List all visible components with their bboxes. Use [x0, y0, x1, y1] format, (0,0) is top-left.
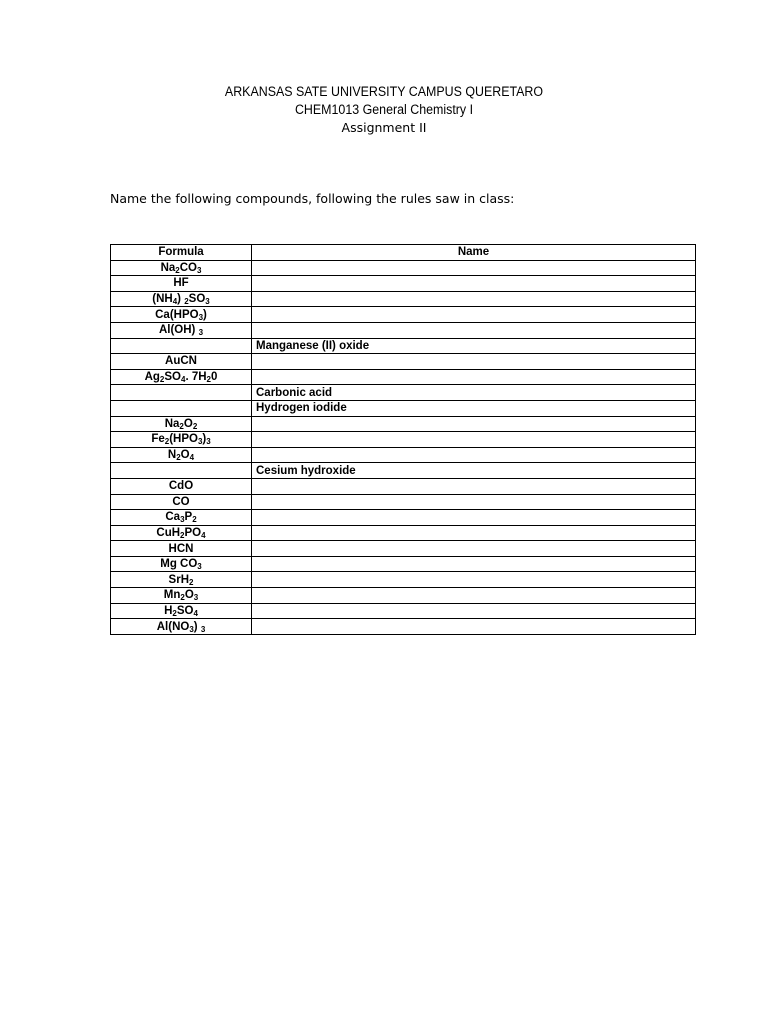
table-row [111, 510, 696, 526]
formula-subscript: 4 [181, 375, 186, 385]
formula-text: Ca [165, 511, 181, 524]
formula-text: CO [172, 495, 190, 508]
formula-subscript: 2 [164, 437, 170, 447]
formula-subscript: 2 [192, 421, 198, 431]
table-row [111, 588, 696, 604]
table-row [111, 541, 696, 557]
formula-subscript: 3 [189, 624, 194, 634]
table-row [111, 619, 696, 635]
formula-text: ) [203, 308, 207, 321]
name-cell[interactable]: Carbonic acid [252, 385, 696, 401]
name-cell[interactable] [252, 603, 696, 619]
formula-text: CdO [168, 480, 194, 493]
formula-text: SO [176, 604, 194, 617]
formula-text: SrH [168, 573, 189, 586]
table-row [111, 494, 696, 510]
table-row [111, 276, 696, 292]
name-cell[interactable] [252, 588, 696, 604]
name-cell[interactable] [252, 525, 696, 541]
formula-subscript: 2 [175, 265, 180, 275]
name-cell[interactable] [252, 478, 696, 494]
formula-text: . 7H [185, 371, 207, 384]
name-cell[interactable]: Cesium hydroxide [252, 463, 696, 479]
formula-text: ) [193, 620, 201, 633]
name-cell[interactable] [252, 276, 696, 292]
formula-subscript: 2 [189, 577, 194, 587]
formula-cell [111, 603, 252, 619]
university-title: ARKANSAS SATE UNIVERSITY CAMPUS QUERETARO [224, 84, 544, 99]
formula-text: Ag [144, 371, 160, 384]
table-row [111, 322, 696, 338]
formula-subscript: 4 [189, 453, 195, 463]
name-cell[interactable] [252, 447, 696, 463]
formula-text: Ca(HPO [155, 308, 199, 321]
table-row [111, 291, 696, 307]
formula-cell [111, 556, 252, 572]
formula-subscript: 3 [197, 437, 203, 447]
name-cell[interactable] [252, 510, 696, 526]
formula-cell [111, 385, 252, 401]
formula-cell [111, 572, 252, 588]
table-row [111, 260, 696, 276]
table-header-row [111, 245, 696, 261]
formula-subscript: 2 [172, 608, 177, 618]
formula-text: CO [179, 261, 197, 274]
formula-text: ) [202, 433, 207, 446]
formula-cell [111, 307, 252, 323]
table-row [111, 463, 696, 479]
formula-text: O [180, 449, 190, 462]
table-row [111, 603, 696, 619]
formula-subscript: 3 [206, 437, 211, 447]
table-row [111, 400, 696, 416]
table-row [111, 307, 696, 323]
table-row [111, 478, 696, 494]
formula-subscript: 3 [205, 297, 210, 307]
formula-subscript: 2 [159, 375, 165, 385]
assignment-title: Assignment II [341, 120, 427, 135]
course-title: CHEM1013 General Chemistry I [294, 102, 474, 117]
formula-subscript: 2 [180, 530, 185, 540]
formula-text: O [184, 589, 194, 602]
formula-subscript: 2 [206, 375, 211, 385]
name-cell[interactable] [252, 291, 696, 307]
instructions-text: Name the following compounds, following the rules saw in class: [110, 191, 515, 206]
formula-cell [111, 322, 252, 338]
table-row [111, 369, 696, 385]
formula-text: SO [188, 293, 206, 306]
formula-text: PO [184, 526, 202, 539]
formula-text: (NH [152, 293, 173, 306]
formula-cell [111, 525, 252, 541]
formula-text: Mn [163, 589, 181, 602]
formula-subscript: 2 [180, 593, 185, 603]
name-cell[interactable]: Hydrogen iodide [252, 400, 696, 416]
formula-cell [111, 463, 252, 479]
formula-cell [111, 354, 252, 370]
formula-subscript: 3 [198, 312, 204, 322]
formula-text: AuCN [165, 355, 197, 368]
formula-cell [111, 400, 252, 416]
formula-text: Fe [151, 433, 165, 446]
name-cell[interactable]: Manganese (II) oxide [252, 338, 696, 354]
formula-text: O [183, 417, 193, 430]
formula-text: Mg CO [160, 558, 198, 571]
table-row [111, 525, 696, 541]
formula-subscript: 2 [184, 297, 189, 307]
formula-subscript: 4 [172, 297, 178, 307]
formula-cell [111, 619, 252, 635]
formula-text: H [164, 604, 173, 617]
table-body [111, 260, 696, 634]
table-row [111, 432, 696, 448]
name-cell[interactable] [252, 354, 696, 370]
formula-subscript: 2 [179, 421, 184, 431]
formula-text: ) [177, 293, 185, 306]
formula-cell [111, 369, 252, 385]
table-row [111, 556, 696, 572]
formula-text: HF [173, 277, 189, 290]
formula-text: Al(NO [156, 620, 190, 633]
formula-text: HCN [168, 542, 194, 555]
formula-cell [111, 276, 252, 292]
table-row [111, 354, 696, 370]
table-row [111, 385, 696, 401]
formula-cell [111, 588, 252, 604]
name-cell[interactable] [252, 494, 696, 510]
formula-subscript: 4 [193, 608, 198, 618]
formula-subscript: 4 [201, 530, 206, 540]
name-cell[interactable] [252, 541, 696, 557]
table-row [111, 338, 696, 354]
formula-cell [111, 494, 252, 510]
name-cell[interactable] [252, 307, 696, 323]
formula-cell [111, 291, 252, 307]
formula-subscript: 3 [197, 562, 202, 572]
compounds-table [110, 244, 696, 635]
name-cell[interactable] [252, 260, 696, 276]
formula-text: CuH [156, 526, 181, 539]
formula-subscript: 3 [193, 593, 199, 603]
formula-text: Na [160, 261, 176, 274]
formula-cell [111, 432, 252, 448]
name-cell[interactable] [252, 572, 696, 588]
formula-text: SO [164, 371, 181, 384]
table-row [111, 572, 696, 588]
name-column-header: Name [252, 245, 696, 261]
name-cell[interactable] [252, 556, 696, 572]
formula-column-header: Formula [111, 245, 252, 261]
formula-text: P [184, 511, 193, 524]
formula-subscript: 2 [192, 515, 197, 525]
formula-text: Al(OH) [158, 324, 199, 337]
name-cell[interactable] [252, 369, 696, 385]
table-row [111, 416, 696, 432]
formula-text: N [167, 449, 177, 462]
formula-text: 0 [211, 371, 218, 384]
name-cell[interactable] [252, 416, 696, 432]
formula-cell [111, 416, 252, 432]
formula-subscript: 3 [196, 265, 202, 275]
formula-cell [111, 510, 252, 526]
table-row [111, 447, 696, 463]
name-cell[interactable] [252, 322, 696, 338]
formula-cell [111, 541, 252, 557]
formula-subscript: 2 [176, 453, 181, 463]
formula-cell [111, 478, 252, 494]
name-cell[interactable] [252, 432, 696, 448]
formula-cell [111, 338, 252, 354]
name-cell[interactable] [252, 619, 696, 635]
formula-cell [111, 260, 252, 276]
formula-text: Na [164, 417, 180, 430]
formula-subscript: 3 [198, 328, 204, 338]
formula-subscript: 3 [180, 515, 185, 525]
formula-cell [111, 447, 252, 463]
formula-text: (HPO [169, 433, 198, 446]
formula-subscript: 3 [200, 624, 206, 634]
